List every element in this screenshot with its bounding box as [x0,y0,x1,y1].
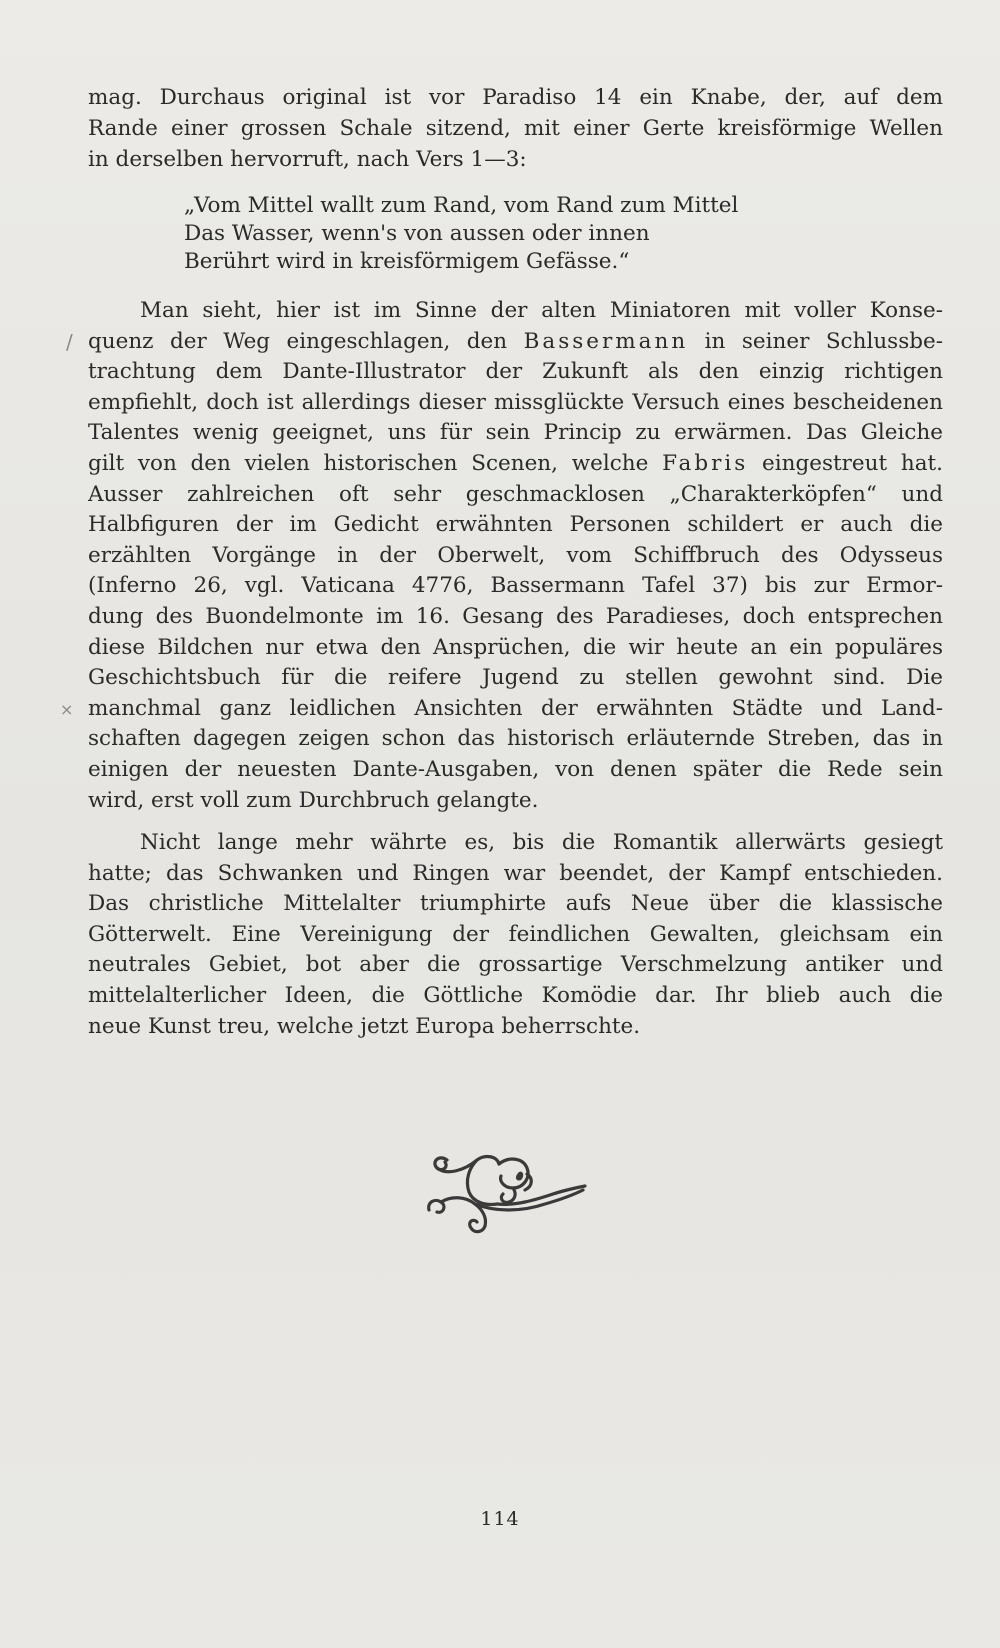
text-line: Götterwelt. Eine Vereinigung der feindlichen Gewalten, gleichsam ein [88,921,943,947]
emphasized-name: Fabris [662,450,749,476]
text-segment: quenz der Weg eingeschlagen, den [88,328,524,354]
verse-line: „Vom Mittel wallt zum Rand, vom Rand zum Mittel [184,193,739,218]
verse-line: Das Wasser, wenn's von aussen oder innen [184,221,650,246]
text-line: Halbfiguren der im Gedicht erwähnten Personen schildert er auch die [88,512,943,538]
text-line: mag. Durchaus original ist vor Paradiso 14 ein Knabe, der, auf dem [88,85,943,110]
text-line: mittelalterlicher Ideen, die Göttliche Komödie dar. Ihr blieb auch die [88,982,943,1008]
text-line: empfiehlt, doch ist allerdings dieser missglückte Versuch eines bescheidenen [88,389,943,415]
text-line [88,449,943,480]
text-line: dung des Buondelmonte im 16. Gesang des Paradieses, doch entsprechen [88,603,943,629]
verse-quote [184,192,844,276]
text-line: manchmal ganz leidlichen Ansichten der erwähnten Städte und Land- [88,695,943,721]
text-line [88,327,943,358]
text-line: einigen der neuesten Dante-Ausgaben, von denen später die Rede sein [88,756,943,782]
text-line: neutrales Gebiet, bot aber die grossartige Verschmelzung antiker und [88,952,943,978]
page-number: 114 [480,1508,520,1530]
text-line: Man sieht, hier ist im Sinne der alten Miniatoren mit voller Konse- [140,298,943,323]
text-segment: eingestreut hat. [748,450,943,476]
text-line: wird, erst voll zum Durchbruch gelangte. [88,787,539,813]
text-line: Geschichtsbuch für die reifere Jugend zu stellen gewohnt sind. Die [88,665,943,691]
margin-pencil-mark: / [66,330,73,354]
text-line: schaften dagegen zeigen schon das historisch erläuternde Streben, das in [88,726,943,752]
text-line: Talentes wenig geeignet, uns für sein Princip zu erwärmen. Das Gleiche [88,420,943,446]
text-line: erzählten Vorgänge in der Oberwelt, vom Schiffbruch des Odysseus [88,542,943,568]
paragraph-1 [88,82,943,175]
text-segment: gilt von den vielen historischen Scenen, welche [88,450,663,476]
text-line: trachtung dem Dante-Illustrator der Zukunft als den einzig richtigen [88,359,943,385]
emphasized-name: Bassermann [523,328,689,354]
text-line: Ausser zahlreichen oft sehr geschmacklosen „Charakterköpfen“ und [88,481,943,507]
text-segment: in seiner Schlussbe- [688,328,943,354]
margin-pencil-cross: × [60,700,74,719]
text-line: (Inferno 26, vgl. Vaticana 4776, Bassermann Tafel 37) bis zur Ermor- [88,573,943,599]
text-line: neue Kunst treu, welche jetzt Europa beherrschte. [88,1013,641,1039]
text-line: hatte; das Schwanken und Ringen war beendet, der Kampf entschieden. [88,860,943,886]
verse-line: Berührt wird in kreisförmigem Gefässe.“ [184,249,630,274]
paragraph-3 [88,828,943,1042]
text-line: diese Bildchen nur etwa den Ansprüchen, die wir heute an ein populäres [88,634,943,660]
paragraph-2 [88,296,943,816]
text-line: in derselben hervorruft, nach Vers 1—3: [88,147,527,172]
floral-tailpiece-ornament-icon [425,1148,595,1248]
text-line: Nicht lange mehr währte es, bis die Romantik allerwärts gesiegt [140,830,943,855]
text-line: Das christliche Mittelalter triumphirte aufs Neue über die klassische [88,891,943,917]
text-line: Rande einer grossen Schale sitzend, mit einer Gerte kreisförmige Wellen [88,116,943,141]
